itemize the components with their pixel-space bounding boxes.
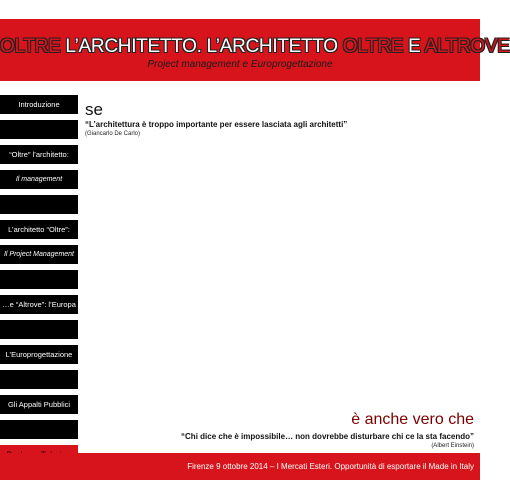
attribution-de-carlo: (Giancarlo De Carlo) <box>85 131 141 137</box>
sidebar-item-appalti-pubblici[interactable]: Gli Appalti Pubblici <box>0 395 78 414</box>
title-part: E <box>403 36 425 57</box>
sidebar-item-europrogettazione[interactable]: L’Europrogettazione <box>0 345 78 364</box>
sidebar-spacer-block[interactable] <box>0 420 78 439</box>
sidebar-item-oltre-architetto[interactable]: “Oltre” l’architetto: <box>0 145 78 164</box>
sidebar-spacer-block[interactable] <box>0 195 78 214</box>
sidebar-item-project-management[interactable]: Il Project Management <box>0 245 78 264</box>
heading-se: se <box>85 100 103 119</box>
page-subtitle: Project management e Europrogettazione <box>147 59 333 70</box>
sidebar <box>0 95 78 465</box>
quote-einstein: “Chi dice che è impossibile… non dovrebbe disturbare chi ce la sta facendo” <box>181 432 474 441</box>
title-part: ALTROVE <box>424 36 510 57</box>
sidebar-spacer-block[interactable] <box>0 370 78 389</box>
attribution-einstein: (Albert Einstein) <box>431 443 474 449</box>
title-part: OLTRE <box>0 36 61 57</box>
heading-anche-vero-che: è anche vero che <box>351 411 474 428</box>
sidebar-item-architetto-oltre[interactable]: L’architetto “Oltre”: <box>0 220 78 239</box>
sidebar-spacer-block[interactable] <box>0 320 78 339</box>
title-part: L’ARCHITETTO. L’ARCHITETTO <box>60 36 343 57</box>
quote-de-carlo: “L’architettura è troppo importante per essere lasciata agli architetti” <box>85 120 348 129</box>
sidebar-item-europa[interactable]: …e “Altrove”: l’Europa <box>0 295 78 314</box>
sidebar-item-management[interactable]: Il management <box>0 170 78 189</box>
sidebar-spacer-block[interactable] <box>0 270 78 289</box>
footer-text: Firenze 9 ottobre 2014 – I Mercati Esteri. Opportunità di esportare il Made in Italy <box>187 462 474 471</box>
sidebar-item-introduzione[interactable]: Introduzione <box>0 95 78 114</box>
page-title <box>0 36 510 58</box>
sidebar-spacer-block[interactable] <box>0 120 78 139</box>
title-part: OLTRE <box>342 36 404 57</box>
